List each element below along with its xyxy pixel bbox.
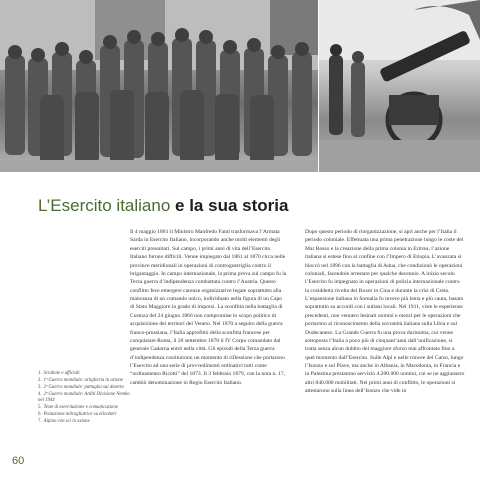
caption-number: 7. — [38, 419, 42, 425]
article-title — [38, 196, 288, 216]
body-column-2: Dopo questo periodo di riorganizzazione, si aprì anche per l’Italia il periodo coloniale. Effettuata una prima penetrazione lungo le coste del Mar Rosso e la creazione della prima colonia in Eritrea, l’azione italiana si estese fino al confine con l’Impero di Etiopia. L’avanzata si bloccò nel 1896 con la battaglia di Adua, che condizionò le operazioni coloniali, facendole arrestare per qualche decennio. A inizio secolo l’Esercito fu impegnato in operazioni di polizia internazionale contro la cosiddetta rivolta dei Boxer in Cina e durante la crisi di Creta. L’espansione italiana in Somalia fu invece più lenta e più cauta, basata soprattutto su accordi con i sultani locali. Nel 1911, viste le esperienze precedenti, non vennero lesinati uomini e mezzi per le operazioni che portarono al riconoscimento della sovranità italiana sulla Libia e sul Dodecaneso. La Grande Guerra fu una prova durissima, cui venne sottoposta l’Italia a poco più di cinquant’anni dall’unificazione, si tratta senza alcun dubbio del maggiore sforzo mai affrontato fino a quel momento dall’Esercito. Sulle Alpi e nelle trincee del Carso, lungo l’Isonzo e sul Piave, ma anche in Albania, in Macedonia, in Francia e in Palestina prestarono servizio 4.200.000 uomini, cui se ne aggiunsero altri 840.000 mobilitati. Nei primi anni di conflitto, le operazioni si attestarono sulla linea dell’Isonzo che vide in — [305, 229, 465, 395]
soldiers-group-photo — [0, 0, 318, 172]
caption-item — [38, 419, 130, 425]
caption-text: Teste di esercitazione e comunicazione — [43, 405, 118, 411]
caption-item — [38, 412, 130, 418]
soldiers-photo-illustration — [0, 0, 318, 172]
caption-text: 2ª Guerra mondiale: Arditi Divisione Nembo nel 1944 — [38, 392, 130, 404]
photo-strip — [0, 0, 480, 172]
caption-number: 3. — [38, 385, 42, 390]
caption-item — [38, 378, 130, 384]
caption-number: 1. — [38, 371, 42, 376]
caption-number: 6. — [38, 412, 42, 418]
caption-item — [38, 392, 130, 404]
caption-text: 2ª Guerra mondiale: pattuglia sul deserto — [43, 385, 124, 390]
caption-item — [38, 405, 130, 411]
caption-text: Postazione mitragliatrice su elicotteri — [43, 412, 117, 418]
page-number: 60 — [12, 455, 25, 467]
caption-item — [38, 385, 130, 391]
caption-text: Alpino con sci in azione — [43, 419, 90, 425]
title-bold-part: e la sua storia — [170, 196, 289, 215]
body-column-1: Il 4 maggio 1861 il Ministro Manfredo Fanti trasformava l’Armata Sarda in Esercito Italiano, incorporando anche molti elementi degli eserciti preunitari. Sul campo, i primi anni di vita dell’Esercito Italiano furono difficili. Venne impiegato dal 1861 al 1870 circa nelle province meridionali in operazioni di controguerriglia contro il brigantaggio. In campo internazionale, la prima prova sul campo fu la Terza guerra d’indipendenza combattuta contro l’Austria. Questo conflitto fece emergere carenze organizzative legate soprattutto alla mancanza di un comando unico, individuato nella figura di un Capo di Stato Maggiore in grado di imporsi. La sconfitta nella battaglia di Custoza del 24 giugno 1866 non compromise lo scopo politico di acquisizione dei territori del Veneto. Nel 1870 a seguito della guerra franco-prussiana, l’Italia approfittò della sconfitta francese per conquistare Roma, il 20 settembre 1870 il IV Corpo comandato dal generale Cadorna entrò nella città. Gli episodi della Terza guerra d’indipendenza costituirono un momento di riflessione che portarono l’Esercito ad una serie di provvedimenti ordinativi tutti come “ordinamento Ricotti” del 1873. Il 3 febbraio 1879, con la nota n. 17, cambiò denominazione in Regio Esercito Italiano. — [130, 229, 287, 386]
caption-number: 5. — [38, 405, 42, 411]
caption-number: 4. — [38, 392, 42, 397]
artillery-photo-illustration — [319, 0, 480, 172]
caption-number: 2. — [38, 378, 42, 383]
photo-captions-list — [38, 371, 130, 426]
title-green-part: L’Esercito italiano — [38, 196, 171, 215]
caption-text: 1ª Guerra mondiale: artiglieria in azione — [43, 378, 123, 383]
caption-text: Sciabole e ufficiali — [43, 371, 80, 376]
caption-item — [38, 371, 130, 377]
artillery-photo — [319, 0, 480, 172]
